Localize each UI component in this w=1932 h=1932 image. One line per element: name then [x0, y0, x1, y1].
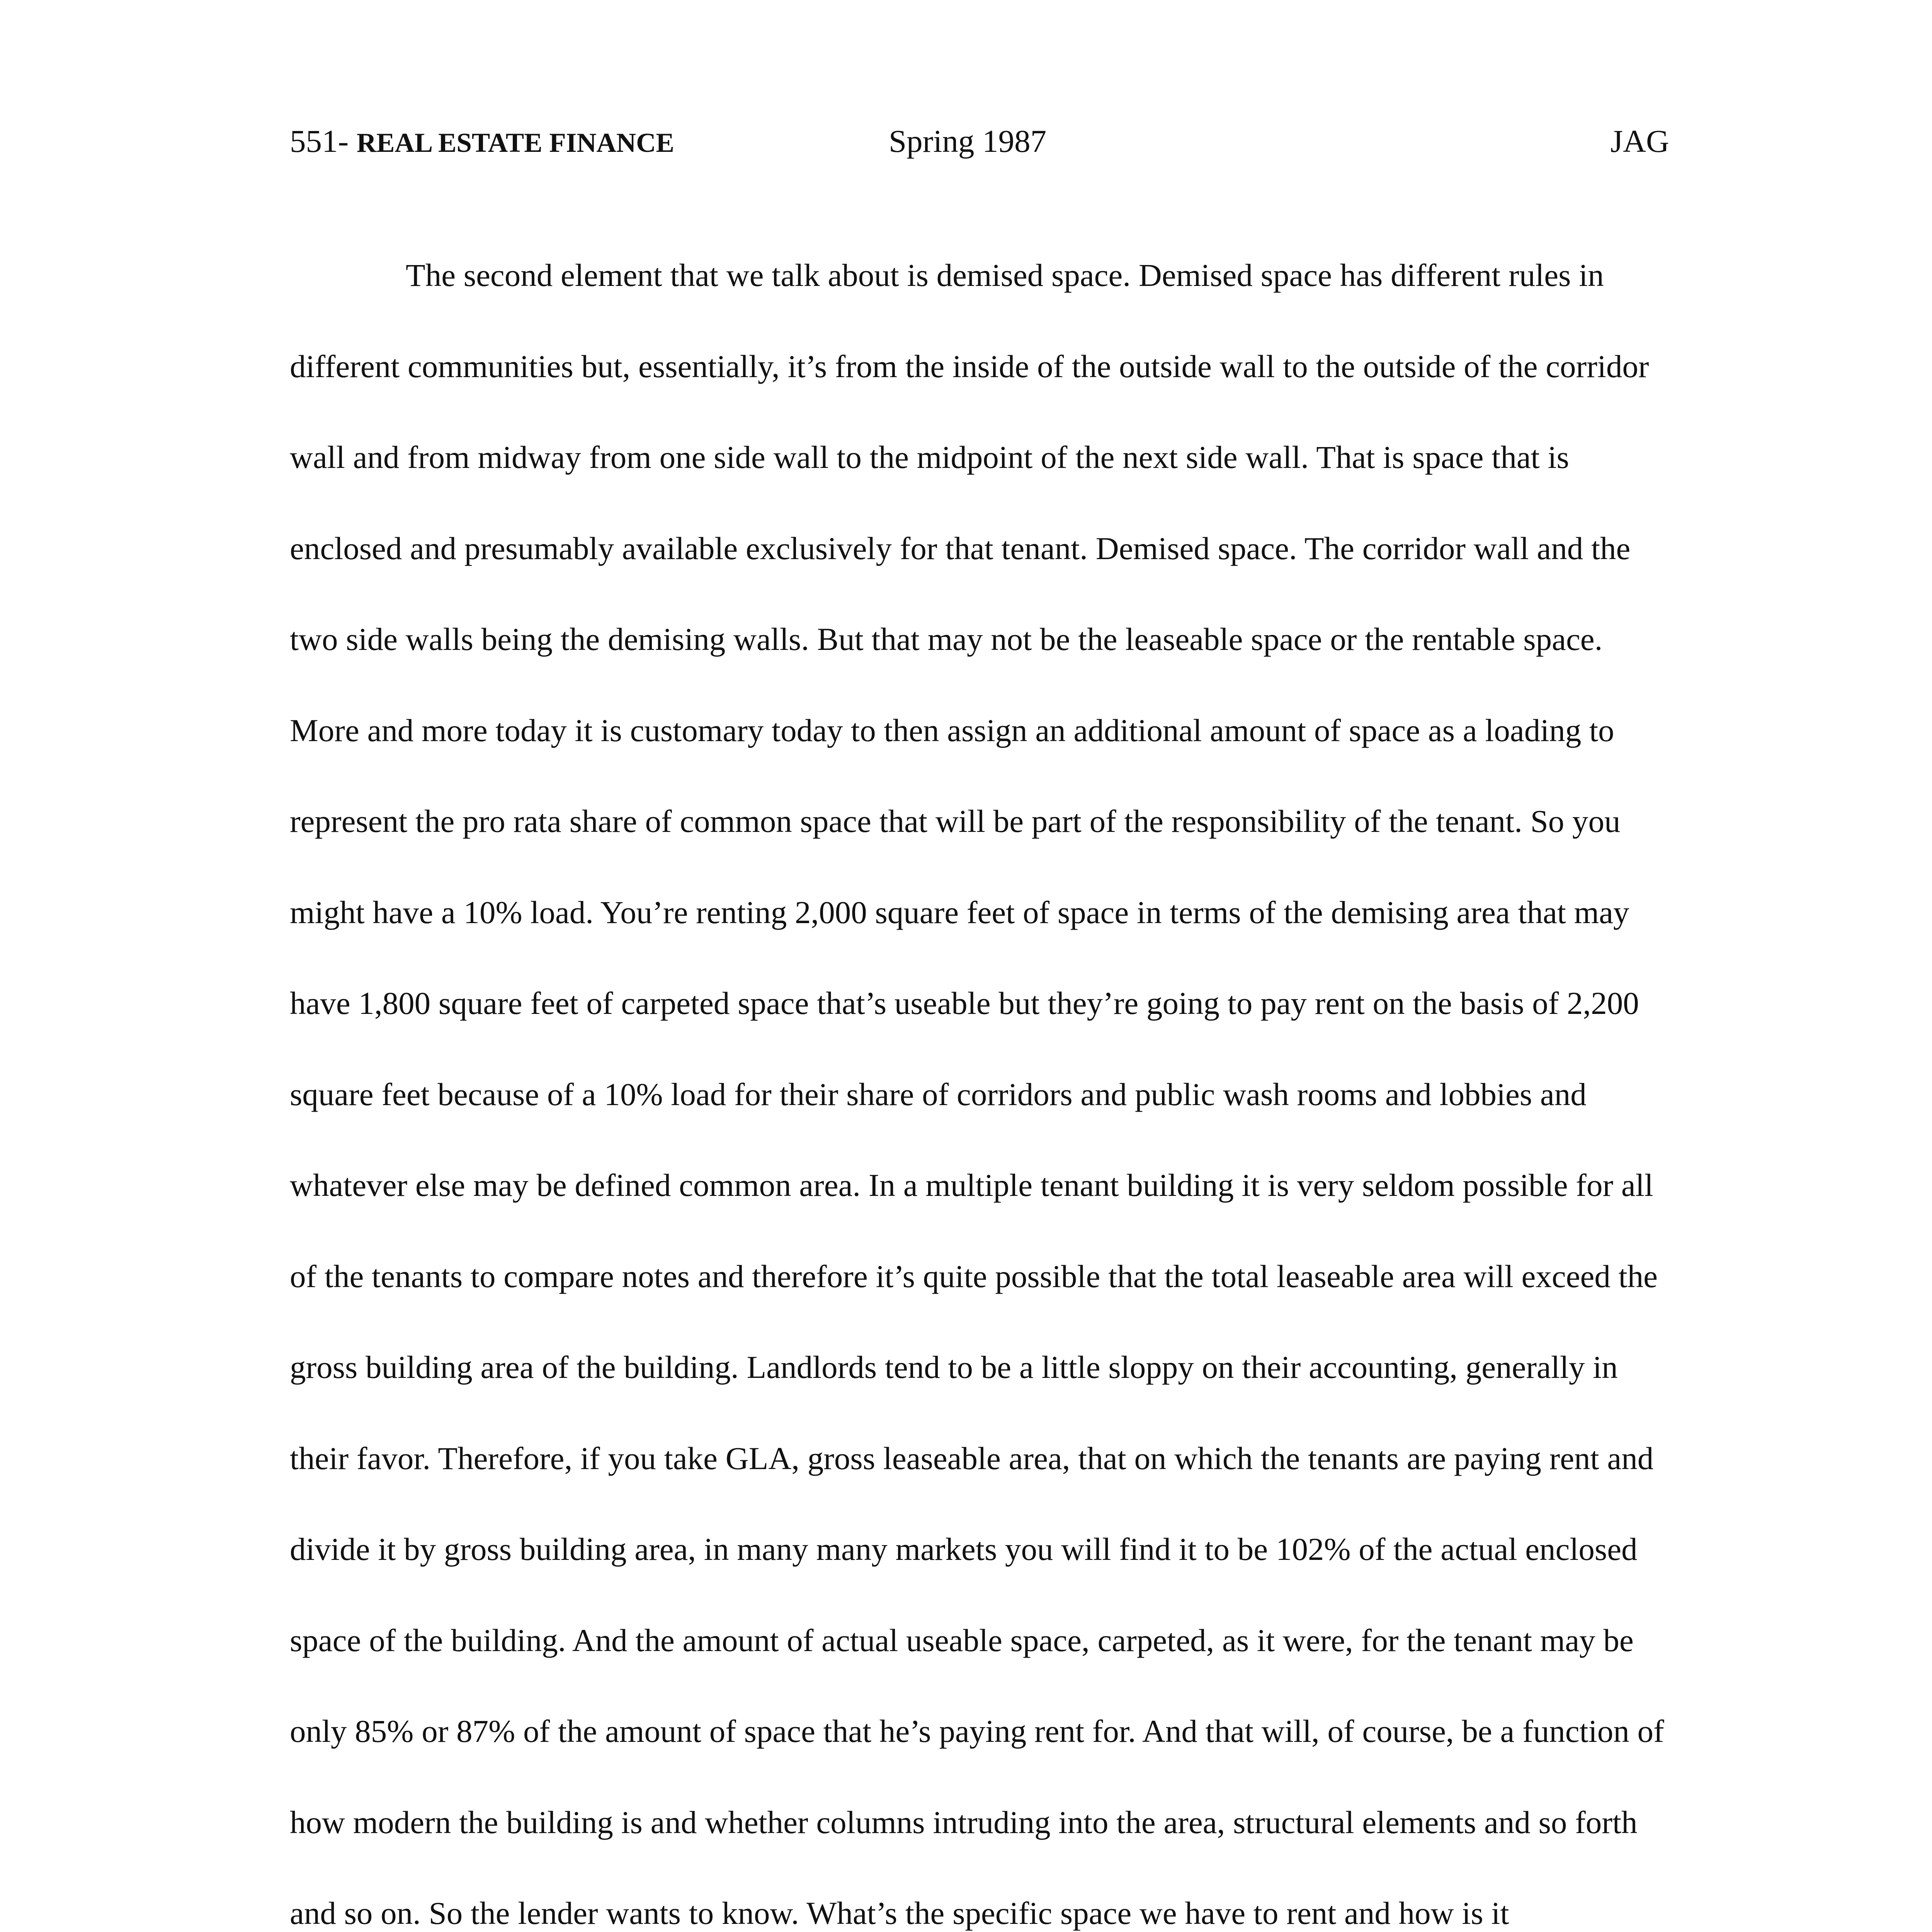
header-term: Spring 1987 — [889, 123, 1047, 159]
page-header — [290, 116, 1669, 166]
course-name: REAL ESTATE FINANCE — [356, 128, 674, 158]
header-initials: JAG — [1610, 123, 1669, 159]
body-paragraph: The second element that we talk about is demised space. Demised space has different rules in different communities but, essentially, it’s from the inside of the outside wall to the outside of the corridor wall and from midway from one side wall to the midpoint of the next side wall. That is space that is enclosed and presumably available exclusively for that tenant. Demised space. The corridor wall and the two side walls being the demising walls. But that may not be the leaseable space or the rentable space. More and more today it is customary today to then assign an additional amount of space as a loading to represent the pro rata share of common space that will be part of the responsibility of the tenant. So you might have a 10% load. You’re renting 2,000 square feet of space in terms of the demising area that may have 1,800 square feet of carpeted space that’s useable but they’re going to pay rent on the basis of 2,200 square feet because of a 10% load for their share of corridors and public wash rooms and lobbies and whatever else may be defined common area. In a multiple tenant building it is very seldom possible for all of the tenants to compare notes and therefore it’s quite possible that the total leaseable area will exceed the gross building area of the building. Landlords tend to be a little sloppy on their accounting, generally in their favor. Therefore, if you take GLA, gross leaseable area, that on which the tenants are paying rent and divide it by gross building area, in many many markets you will find it to be 102% of the actual enclosed space of the building. And the amount of actual useable space, carpeted, as it were, for the tenant may be only 85% or 87% of the amount of space that he’s paying rent for. And that will, of course, be a function of how modern the building is and whether columns intruding into the area, structural elements and so forth and so on. So the lender wants to know. What’s the specific space we have to rent and how is it — [290, 257, 1664, 1931]
course-number: 551- — [290, 123, 357, 159]
header-course — [290, 116, 674, 168]
